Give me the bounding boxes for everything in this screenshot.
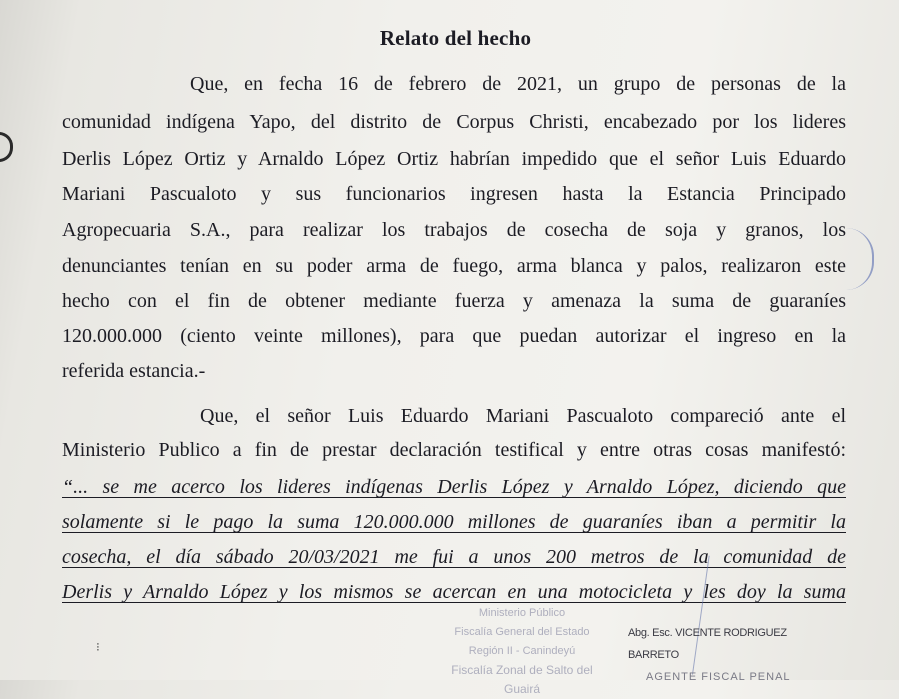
paragraph1-line: Derlis López Ortiz y Arnaldo López Ortiz habrían impedido que el señor Luis Eduardo <box>62 148 846 170</box>
paragraph1-line: Agropecuaria S.A., para realizar los trabajos de cosecha de soja y granos, los <box>62 219 846 241</box>
binder-hole-mark <box>0 132 13 162</box>
quote-line: cosecha, el día sábado 20/03/2021 me fui a unos 200 metros de la comunidad de <box>62 546 846 568</box>
official-stamp <box>432 604 612 699</box>
paragraph1-line: comunidad indígena Yapo, del distrito de Corpus Christi, encabezado por los lideres <box>62 111 846 133</box>
signer-name: Abg. Esc. VICENTE RODRIGUEZ BARRETO <box>628 627 787 661</box>
quote-line: “... se me acerco los lideres indígenas Derlis López y Arnaldo López, diciendo que <box>62 476 846 498</box>
paragraph2-line: Ministerio Publico a fin de prestar declaración testifical y entre otras cosas manifestó: <box>62 439 846 461</box>
stamp-line: Fiscalía General del Estado <box>454 626 590 638</box>
paragraph1-line: hecho con el fin de obtener mediante fuerza y amenaza la suma de guaraníes <box>62 290 846 312</box>
document-title: Relato del hecho <box>379 26 532 50</box>
quote-line: solamente si le pago la suma 120.000.000 millones de guaraníes iban a permitir la <box>62 511 846 533</box>
stamp-line: Fiscalía Zonal de Salto del Guairá <box>451 663 593 696</box>
margin-dots: ⁝ <box>96 640 100 654</box>
paragraph2-line: Que, el señor Luis Eduardo Mariani Pascualoto compareció ante el <box>200 405 846 427</box>
paragraph1-line: 120.000.000 (ciento veinte millones), para que puedan autorizar el ingreso en la <box>62 325 846 347</box>
paragraph1-line: Mariani Pascualoto y sus funcionarios ingresen hasta la Estancia Principado <box>62 183 846 205</box>
stamp-line: Ministerio Público <box>478 607 566 619</box>
quote-line: Derlis y Arnaldo López y los mismos se acercan en una motocicleta y les doy la suma <box>62 581 846 603</box>
stamp-line: Región II - Canindeyú <box>468 645 576 657</box>
paragraph1-line: Que, en fecha 16 de febrero de 2021, un grupo de personas de la <box>190 73 846 95</box>
paragraph1-line: referida estancia.- <box>62 360 206 382</box>
paragraph1-line: denunciantes tenían en su poder arma de fuego, arma blanca y palos, realizaron este <box>62 255 846 277</box>
margin-bracket-mark <box>846 228 874 290</box>
signer-block <box>628 622 808 688</box>
signer-role: AGENTE FISCAL PENAL <box>646 671 791 683</box>
